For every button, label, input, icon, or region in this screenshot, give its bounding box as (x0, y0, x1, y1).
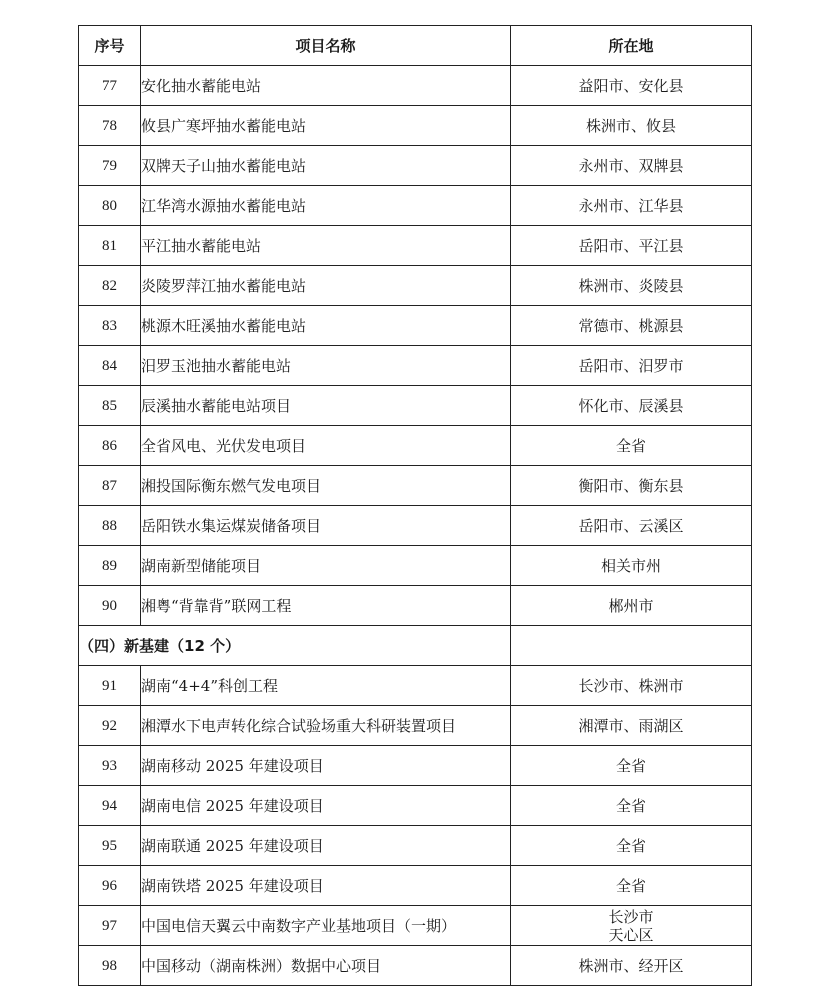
row-project-name: 湘投国际衡东燃气发电项目 (141, 466, 511, 506)
row-project-name: 中国电信天翼云中南数字产业基地项目（一期） (141, 906, 511, 946)
section-title: （四）新基建（12 个） (79, 626, 511, 666)
row-project-name: 辰溪抽水蓄能电站项目 (141, 386, 511, 426)
row-project-name: 平江抽水蓄能电站 (141, 226, 511, 266)
row-location: 衡阳市、衡东县 (511, 466, 752, 506)
row-location-line2: 天心区 (608, 925, 654, 944)
table-row (79, 466, 752, 506)
row-project-name: 安化抽水蓄能电站 (141, 66, 511, 106)
row-number: 89 (79, 546, 141, 586)
row-number: 85 (79, 386, 141, 426)
table-row (79, 346, 752, 386)
row-project-name: 汨罗玉池抽水蓄能电站 (141, 346, 511, 386)
row-project-name: 双牌天子山抽水蓄能电站 (141, 146, 511, 186)
row-project-name: 湘潭水下电声转化综合试验场重大科研装置项目 (141, 706, 511, 746)
table-row (79, 106, 752, 146)
row-location: 永州市、双牌县 (511, 146, 752, 186)
table-row (79, 386, 752, 426)
row-location: 长沙市、株洲市 (511, 666, 752, 706)
row-number: 92 (79, 706, 141, 746)
row-location: 全省 (511, 426, 752, 466)
table-row (79, 226, 752, 266)
row-project-name: 湖南移动 2025 年建设项目 (141, 746, 511, 786)
row-project-name: 岳阳铁水集运煤炭储备项目 (141, 506, 511, 546)
row-location (511, 906, 752, 946)
header-location: 所在地 (511, 26, 752, 66)
row-project-name: 中国移动（湖南株洲）数据中心项目 (141, 946, 511, 986)
table-row (79, 786, 752, 826)
row-project-name: 湖南电信 2025 年建设项目 (141, 786, 511, 826)
table-row (79, 266, 752, 306)
row-location-line1: 长沙市 (608, 907, 654, 926)
row-number: 98 (79, 946, 141, 986)
table-header-row (79, 26, 752, 66)
row-project-name: 江华湾水源抽水蓄能电站 (141, 186, 511, 226)
row-number: 95 (79, 826, 141, 866)
row-project-name: 湖南铁塔 2025 年建设项目 (141, 866, 511, 906)
row-number: 88 (79, 506, 141, 546)
table-row (79, 146, 752, 186)
row-location: 全省 (511, 786, 752, 826)
row-number: 97 (79, 906, 141, 946)
table-row (79, 906, 752, 946)
row-number: 87 (79, 466, 141, 506)
row-project-name: 湖南新型储能项目 (141, 546, 511, 586)
table-row (79, 666, 752, 706)
table-row (79, 586, 752, 626)
table-row (79, 546, 752, 586)
row-location: 株洲市、经开区 (511, 946, 752, 986)
row-project-name: 全省风电、光伏发电项目 (141, 426, 511, 466)
row-number: 81 (79, 226, 141, 266)
row-number: 96 (79, 866, 141, 906)
section-row (79, 626, 752, 666)
row-number: 94 (79, 786, 141, 826)
row-location: 全省 (511, 866, 752, 906)
row-number: 83 (79, 306, 141, 346)
row-project-name: 攸县广寒坪抽水蓄能电站 (141, 106, 511, 146)
row-location: 岳阳市、汨罗市 (511, 346, 752, 386)
row-location: 株洲市、炎陵县 (511, 266, 752, 306)
table-row (79, 706, 752, 746)
row-number: 90 (79, 586, 141, 626)
row-project-name: 炎陵罗萍江抽水蓄能电站 (141, 266, 511, 306)
section-empty-cell (511, 626, 752, 666)
row-number: 80 (79, 186, 141, 226)
row-number: 86 (79, 426, 141, 466)
row-number: 82 (79, 266, 141, 306)
row-location: 相关市州 (511, 546, 752, 586)
row-number: 77 (79, 66, 141, 106)
table-row (79, 66, 752, 106)
row-location: 湘潭市、雨湖区 (511, 706, 752, 746)
row-location: 岳阳市、云溪区 (511, 506, 752, 546)
row-number: 91 (79, 666, 141, 706)
row-number: 84 (79, 346, 141, 386)
row-location: 益阳市、安化县 (511, 66, 752, 106)
row-location: 怀化市、辰溪县 (511, 386, 752, 426)
row-location: 郴州市 (511, 586, 752, 626)
row-location: 株洲市、攸县 (511, 106, 752, 146)
row-location: 全省 (511, 826, 752, 866)
row-number: 78 (79, 106, 141, 146)
row-project-name: 湖南“4+4”科创工程 (141, 666, 511, 706)
row-project-name: 湘粤“背靠背”联网工程 (141, 586, 511, 626)
table-row (79, 746, 752, 786)
table-row (79, 946, 752, 986)
table-row (79, 306, 752, 346)
header-project-name: 项目名称 (141, 26, 511, 66)
row-location: 永州市、江华县 (511, 186, 752, 226)
row-location: 全省 (511, 746, 752, 786)
table-row (79, 426, 752, 466)
row-number: 93 (79, 746, 141, 786)
table-row (79, 506, 752, 546)
row-number: 79 (79, 146, 141, 186)
row-project-name: 桃源木旺溪抽水蓄能电站 (141, 306, 511, 346)
table-row (79, 866, 752, 906)
row-location: 岳阳市、平江县 (511, 226, 752, 266)
table-row (79, 826, 752, 866)
row-location: 常德市、桃源县 (511, 306, 752, 346)
project-table (78, 25, 752, 986)
header-number: 序号 (79, 26, 141, 66)
table-row (79, 186, 752, 226)
row-project-name: 湖南联通 2025 年建设项目 (141, 826, 511, 866)
